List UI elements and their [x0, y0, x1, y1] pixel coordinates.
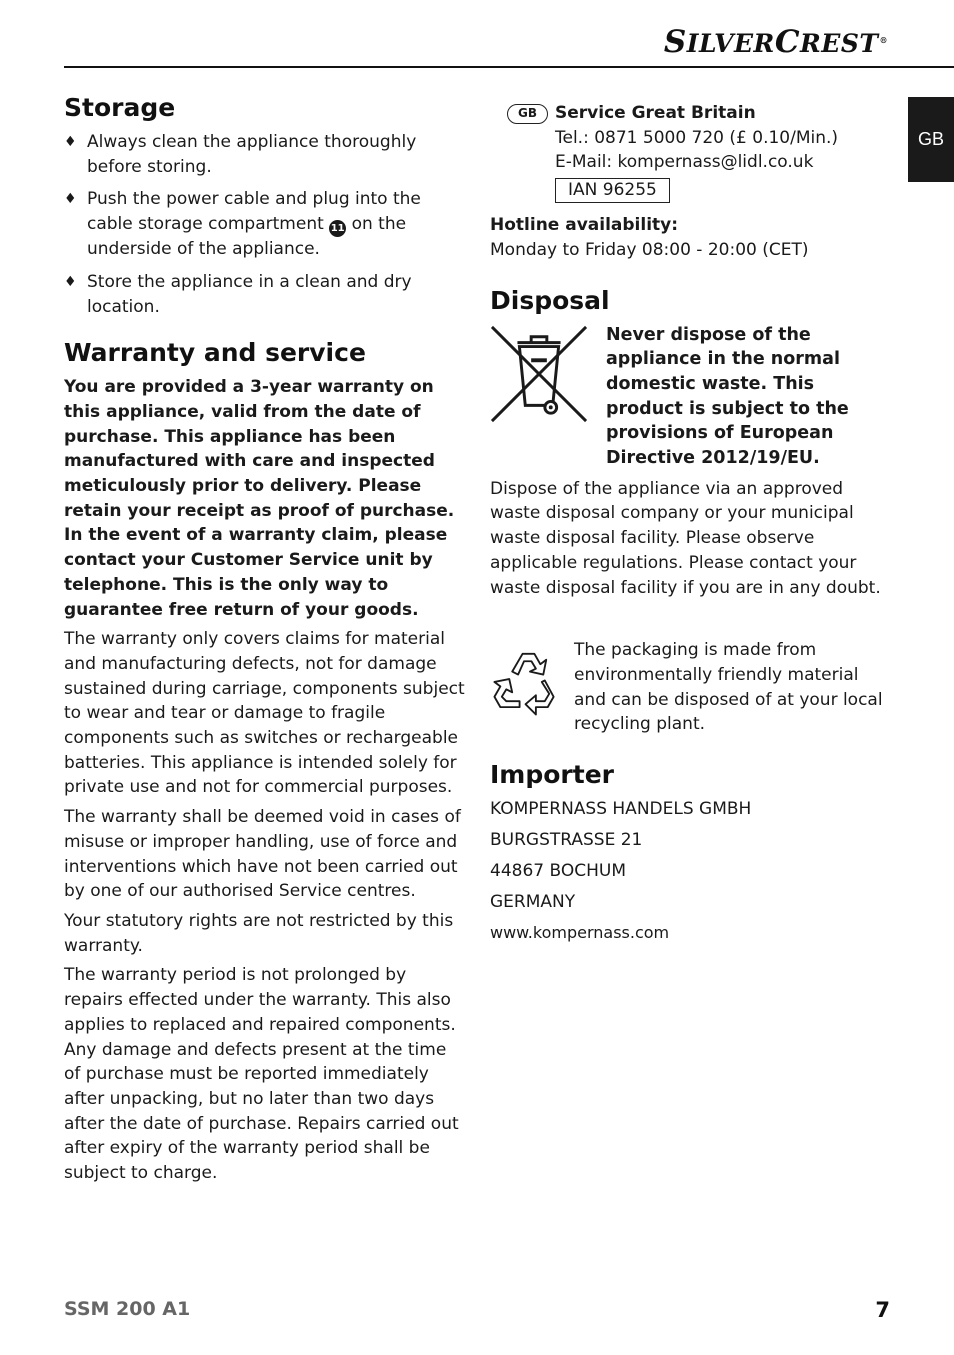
brand-letter-s: S	[663, 24, 687, 60]
importer-street: BURGSTRASSE 21	[490, 830, 643, 851]
importer-website[interactable]: www.kompernass.com	[490, 923, 670, 943]
storage-item	[64, 270, 466, 319]
service-contact	[490, 101, 892, 203]
country-badge: GB	[507, 104, 548, 124]
brand-text-ilver: ILVER	[686, 29, 775, 58]
bullet-diamond: ♦	[64, 134, 77, 150]
brand-text-rest: REST	[800, 29, 879, 58]
registered-mark: ®	[879, 34, 888, 45]
warranty-heading: Warranty and service	[64, 338, 366, 368]
storage-heading: Storage	[64, 93, 176, 122]
storage-item-text: Always clean the appliance thoroughly before storing.	[87, 132, 417, 177]
bullet-diamond: ♦	[64, 191, 77, 208]
brand-logo	[664, 24, 888, 60]
part-reference-number: 11	[329, 220, 346, 237]
warranty-paragraph: The warranty period is not prolonged by repairs effected under the warranty. This also applies to replaced and repaired components. Any damage and defects present at the time of purchase must be reported immediately after unpacking, but no later than two days after the date of purchase. Repairs carried out after expiry of the warranty period shall be subject to charge.	[64, 965, 459, 1184]
language-tab: GB	[908, 97, 954, 182]
importer-heading: Importer	[490, 760, 614, 790]
warranty-paragraph: The warranty shall be deemed void in cases of misuse or improper handling, use of force and interventions which have not been carried out by one of our authorised Service centres.	[64, 807, 461, 902]
brand-letter-c: C	[774, 24, 800, 60]
disposal-warning-text: Never dispose of the appliance in the normal domestic waste. This product is subject to the provisions of European Directive 2012/19/EU.	[606, 324, 849, 469]
packaging-text: The packaging is made from environmentally friendly material and can be disposed of at your local recycling plant.	[574, 640, 883, 735]
hotline-label: Hotline availability:	[490, 215, 679, 236]
service-email: E-Mail: kompernass@lidl.co.uk	[555, 152, 814, 173]
service-phone: Tel.: 0871 5000 720 (£ 0.10/Min.)	[555, 127, 839, 148]
storage-item-text: Push the power cable and plug into the cable storage compartment	[87, 189, 421, 235]
storage-item-text: Store the appliance in a clean and dry location.	[87, 271, 412, 317]
warranty-paragraph: The warranty only covers claims for material and manufacturing defects, not for damage sustained during carriage, components subject to wear and tear or damage to fragile components such as switches or rechargeable batteries. This appliance is intended solely for private use and not for commercial purposes.	[64, 629, 465, 798]
disposal-warning-block	[490, 323, 892, 471]
bullet-diamond: ♦	[64, 273, 77, 290]
ian-number: IAN 96255	[555, 178, 670, 203]
disposal-heading: Disposal	[490, 285, 610, 315]
importer-city: 44867 BOCHUM	[490, 861, 626, 882]
recycle-icon	[490, 642, 564, 716]
warranty-paragraph: Your statutory rights are not restricted by this warranty.	[64, 910, 454, 956]
page-number: 7	[875, 1298, 890, 1322]
right-column	[490, 101, 892, 946]
storage-item-text: on the underside of the appliance.	[87, 214, 407, 260]
header-rule	[64, 66, 954, 68]
importer-country: GERMANY	[490, 892, 576, 913]
warranty-intro: You are provided a 3-year warranty on this appliance, valid from the date of purchase. This appliance has been manufactured with care and inspected meticulously prior to delivery. Please retain your receipt as proof of purchase. In the event of a warranty claim, please contact your Customer Service unit by telephone. This is the only way to guarantee free return of your goods.	[64, 377, 455, 620]
left-column	[64, 92, 466, 1191]
crossed-bin-icon	[490, 325, 588, 423]
packaging-block	[490, 638, 892, 737]
disposal-paragraph: Dispose of the appliance via an approved waste disposal company or your municipal waste disposal facility. Please observe applicable regulations. Please contact your waste disposal facility if you are in any doubt.	[490, 478, 881, 598]
model-number: SSM 200 A1	[64, 1298, 191, 1320]
storage-item	[64, 187, 466, 261]
hotline-hours: Monday to Friday 08:00 - 20:00 (CET)	[490, 239, 809, 260]
service-name: Service Great Britain	[555, 103, 756, 123]
importer-company: KOMPERNASS HANDELS GMBH	[490, 799, 752, 820]
storage-list	[64, 130, 466, 319]
storage-item	[64, 130, 466, 179]
